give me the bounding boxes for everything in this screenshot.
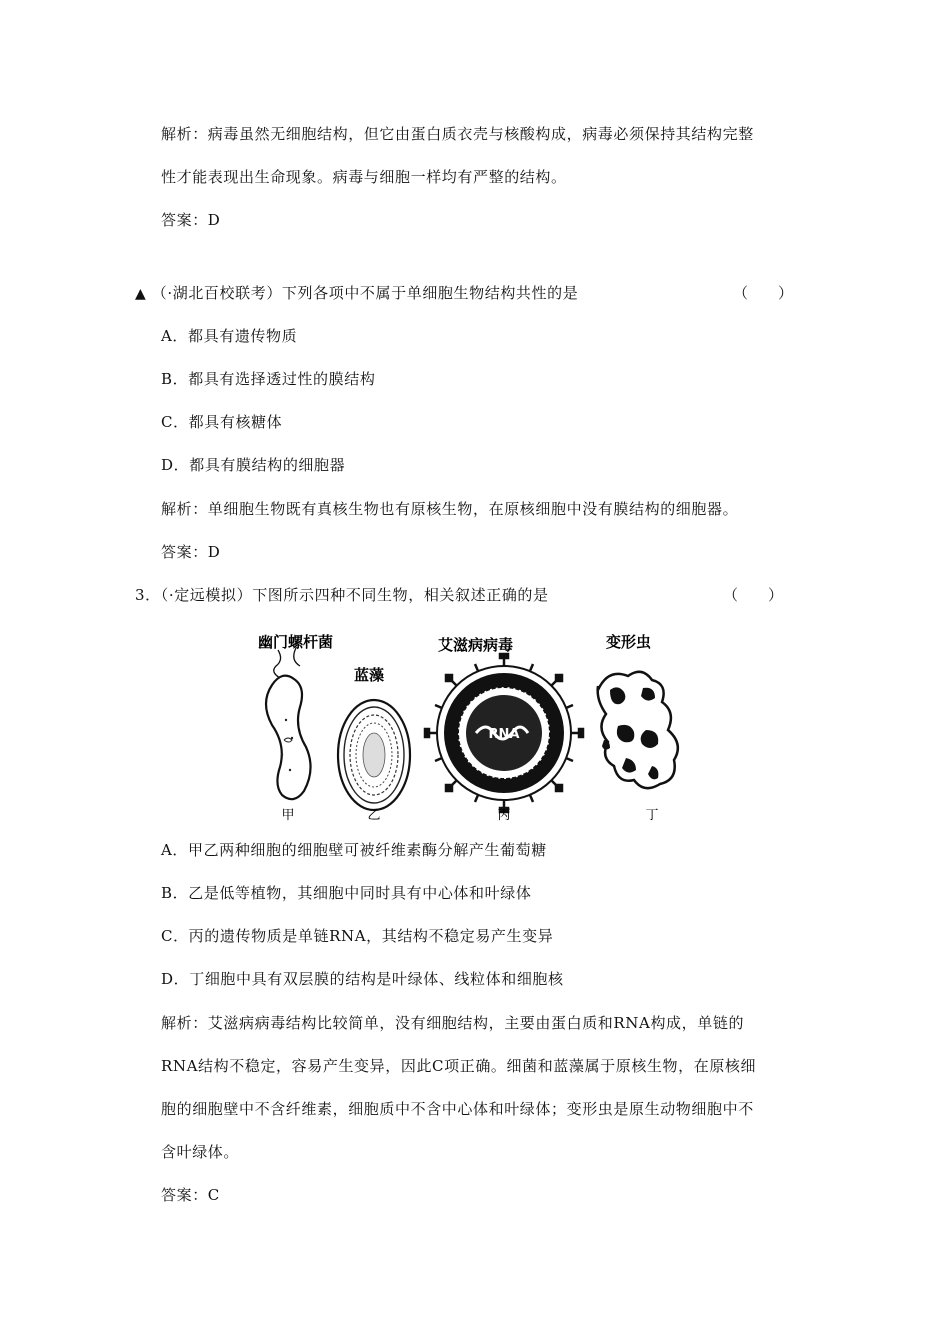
question-stem: 3．（·定远模拟）下图所示四种不同生物，相关叙述正确的是 [135, 586, 549, 604]
figure-title-h-pylori: 幽门螺杆菌 [258, 633, 334, 651]
analysis-line: 含叶绿体。 [161, 1143, 240, 1161]
option-b: B．乙是低等植物，其细胞中同时具有中心体和叶绿体 [161, 884, 532, 902]
answer-line: 答案：D [161, 211, 221, 229]
label-yi: 乙 [367, 808, 381, 823]
label-jia: 甲 [281, 808, 295, 823]
analysis-line: RNA结构不稳定，容易产生变异，因此C项正确。细菌和蓝藻属于原核生物，在原核细 [161, 1057, 757, 1075]
option-a: A．甲乙两种细胞的细胞壁可被纤维素酶分解产生葡萄糖 [161, 841, 547, 859]
option-d: D．都具有膜结构的细胞器 [161, 456, 346, 474]
analysis-line: 解析：病毒虽然无细胞结构，但它由蛋白质衣壳与核酸构成，病毒必须保持其结构完整 [161, 125, 754, 143]
figure-title-cyanobacteria: 蓝藻 [354, 666, 385, 684]
option-c: C．丙的遗传物质是单链RNA，其结构不稳定易产生变异 [161, 927, 554, 945]
answer-blank: （ ） [723, 586, 784, 604]
answer-line: 答案：D [161, 543, 221, 561]
label-bing: 丙 [497, 808, 511, 823]
question-stem-text: （·湖北百校联考）下列各项中不属于单细胞生物结构共性的是 [151, 284, 579, 302]
figure-title-amoeba: 变形虫 [606, 633, 652, 651]
option-b: B．都具有选择透过性的膜结构 [161, 370, 376, 388]
h-pylori-drawing [266, 648, 311, 799]
option-a: A．都具有遗传物质 [161, 327, 298, 345]
analysis-line: 性才能表现出生命现象。病毒与细胞一样均有严整的结构。 [161, 168, 567, 186]
hiv-drawing [425, 654, 583, 812]
cyanobacteria-drawing [338, 700, 410, 810]
analysis-line: 解析：单细胞生物既有真核生物也有原核生物，在原核细胞中没有膜结构的细胞器。 [161, 500, 739, 518]
label-ding: 丁 [645, 808, 659, 823]
organisms-figure [248, 630, 708, 825]
answer-blank: （ ） [733, 284, 794, 302]
analysis-line: 胞的细胞壁中不含纤维素，细胞质中不含中心体和叶绿体；变形虫是原生动物细胞中不 [161, 1100, 754, 1118]
option-c: C．都具有核糖体 [161, 413, 283, 431]
rna-label: RNA [488, 727, 520, 742]
question-stem [135, 283, 578, 304]
figure-title-hiv: 艾滋病病毒 [438, 636, 514, 654]
analysis-line: 解析：艾滋病病毒结构比较简单，没有细胞结构，主要由蛋白质和RNA构成，单链的 [161, 1014, 745, 1032]
amoeba-drawing [598, 672, 678, 788]
option-d: D．丁细胞中具有双层膜的结构是叶绿体、线粒体和细胞核 [161, 970, 564, 988]
triangle-marker-icon: ▲ [135, 286, 147, 302]
answer-line: 答案：C [161, 1186, 220, 1204]
